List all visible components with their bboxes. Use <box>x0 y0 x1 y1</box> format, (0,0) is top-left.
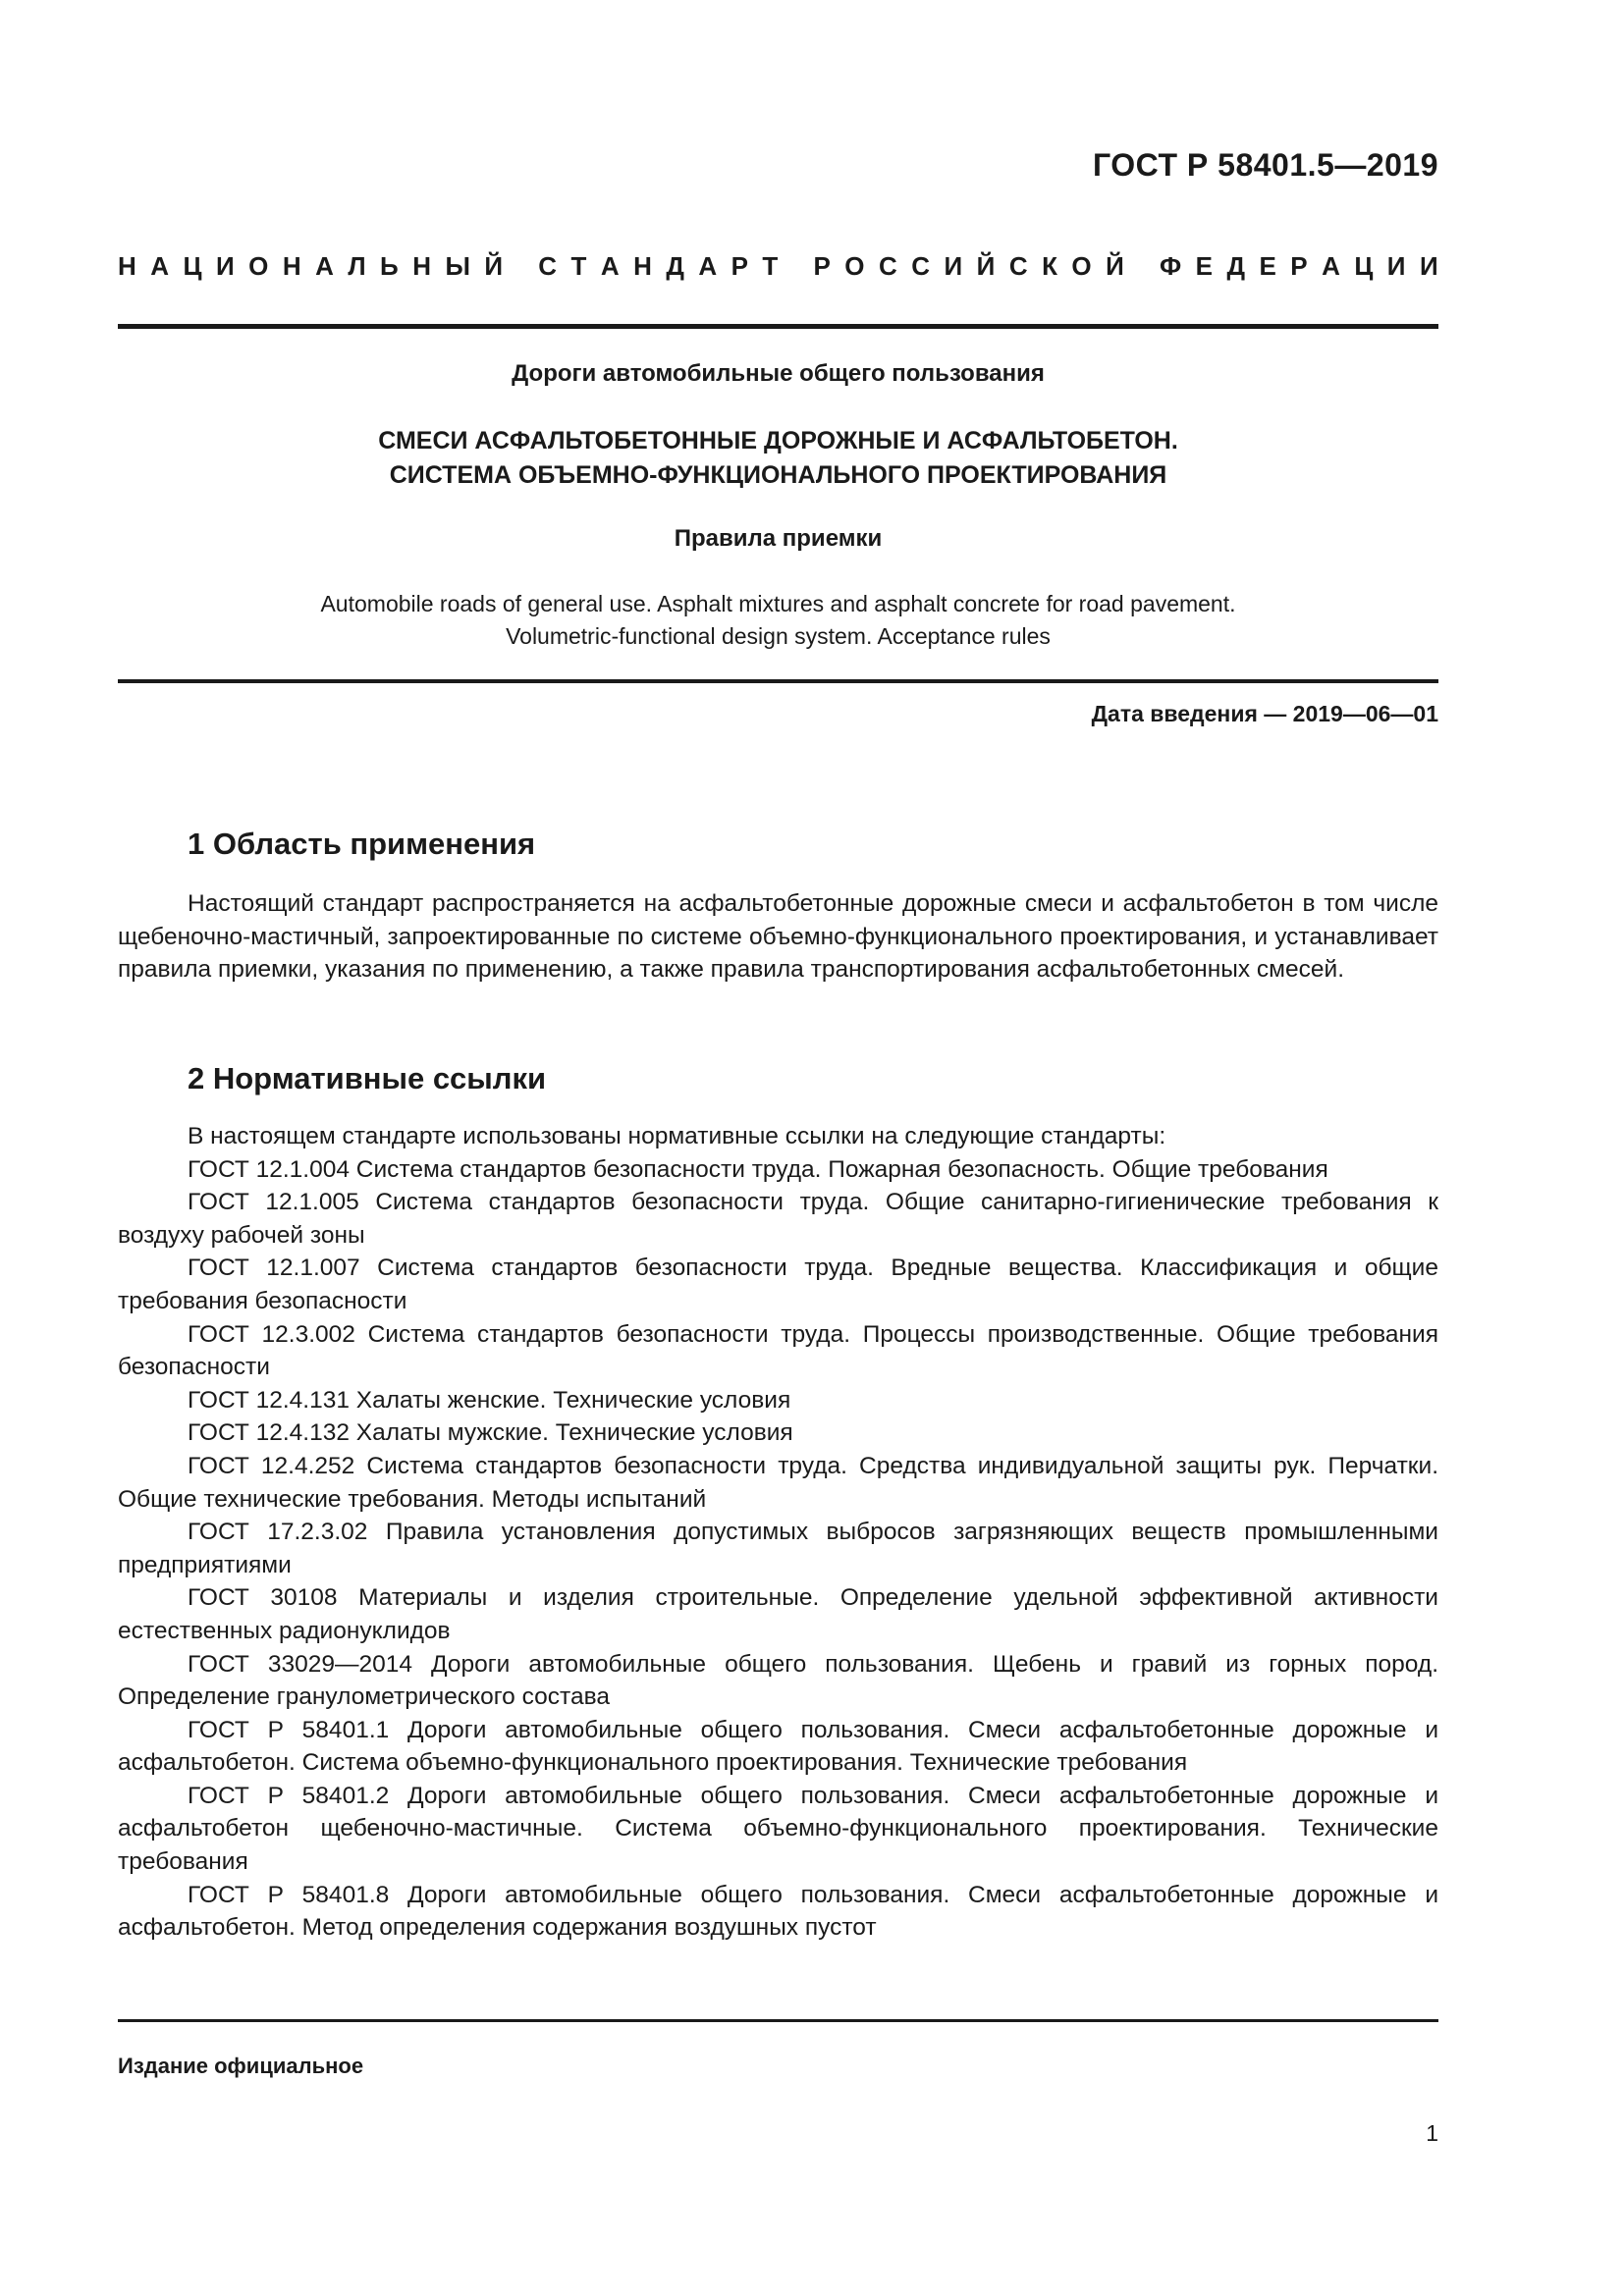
page-number: 1 <box>1426 2120 1438 2146</box>
header-letter: Ь <box>380 251 399 281</box>
header-letter: Н <box>412 251 431 281</box>
header-letter: Р <box>813 251 831 281</box>
header-letter: А <box>150 251 170 281</box>
reference-item: ГОСТ 17.2.3.02 Правила установления допустимых выбросов загрязняющих веществ промышленными предприятиями <box>118 1519 1438 1578</box>
reference-item: ГОСТ Р 58401.8 Дороги автомобильные общего пользования. Смеси асфальтобетонные дорожные и асфальтобетон. Метод определения содержания воздушных пустот <box>118 1881 1438 1942</box>
section-1-heading: 1 Область применения <box>188 827 536 861</box>
reference-item: ГОСТ 12.4.132 Халаты мужские. Технические условия <box>188 1419 793 1447</box>
reference-item: ГОСТ 12.1.005 Система стандартов безопасности труда. Общие санитарно-гигиенические требования к воздуху рабочей зоны <box>118 1189 1438 1249</box>
header-letter: А <box>600 251 620 281</box>
header-letter: И <box>1419 251 1438 281</box>
header-letter: И <box>215 251 235 281</box>
header-letter: И <box>944 251 963 281</box>
header-letter: Т <box>762 251 779 281</box>
reference-item: ГОСТ 12.1.007 Система стандартов безопасности труда. Вредные вещества. Классификация и общие требования безопасности <box>118 1255 1438 1314</box>
header-letter: А <box>315 251 334 281</box>
document-number: ГОСТ Р 58401.5—2019 <box>1093 147 1438 183</box>
header-letter <box>1138 251 1145 282</box>
reference-item: ГОСТ 30108 Материалы и изделия строительные. Определение удельной эффективной активности естественных радионуклидов <box>118 1584 1438 1644</box>
header-letter: Е <box>1195 251 1213 281</box>
header-letter: О <box>844 251 865 281</box>
header-letter: С <box>538 251 558 281</box>
header-letter <box>792 251 799 282</box>
national-standard-header <box>118 251 1438 282</box>
introduction-date: Дата введения — 2019—06—01 <box>1091 701 1438 726</box>
header-letter: Д <box>666 251 684 281</box>
subject-area: Дороги автомобильные общего пользования <box>512 360 1045 387</box>
header-letter: Р <box>731 251 748 281</box>
header-letter: Ы <box>445 251 470 281</box>
title-rule <box>118 679 1438 683</box>
references-intro: В настоящем стандарте использованы нормативные ссылки на следующие стандарты: <box>188 1123 1166 1149</box>
english-title-line-2: Volumetric-functional design system. Acceptance rules <box>506 623 1051 649</box>
header-letter: А <box>1322 251 1340 281</box>
reference-item: ГОСТ 12.4.131 Халаты женские. Технические условия <box>188 1386 791 1414</box>
header-letter: С <box>1008 251 1028 281</box>
document-page <box>118 0 1438 2296</box>
header-letter: Й <box>1106 251 1124 281</box>
section-2-heading: 2 Нормативные ссылки <box>188 1061 547 1095</box>
header-letter: Й <box>484 251 504 281</box>
header-letter: Ц <box>183 251 202 281</box>
section-1-body <box>118 887 1438 987</box>
header-letter: И <box>1386 251 1406 281</box>
header-rule <box>118 324 1438 329</box>
document-subtitle: Правила приемки <box>674 525 883 552</box>
header-letter: Т <box>570 251 587 281</box>
header-letter: А <box>698 251 718 281</box>
header-letter: Е <box>1259 251 1276 281</box>
footer-rule <box>118 2019 1438 2022</box>
header-letter <box>517 251 524 282</box>
header-letter: Н <box>633 251 652 281</box>
header-letter: С <box>879 251 897 281</box>
reference-item: ГОСТ 33029—2014 Дороги автомобильные общего пользования. Щебень и гравий из горных пород. Определение гранулометрического состава <box>118 1650 1438 1711</box>
header-letter: К <box>1042 251 1057 281</box>
reference-item: ГОСТ Р 58401.2 Дороги автомобильные общего пользования. Смеси асфальтобетонные дорожные и асфальтобетон щебеночно-мастичные. Система объемно-функционального проектирования. Технические требования <box>118 1782 1438 1876</box>
header-letter: Ф <box>1159 251 1182 281</box>
header-letter: Й <box>976 251 996 281</box>
official-edition-label: Издание официальное <box>118 2054 364 2078</box>
section-2-body <box>118 1120 1438 1945</box>
header-letter: Ц <box>1354 251 1374 281</box>
reference-item: ГОСТ Р 58401.1 Дороги автомобильные общего пользования. Смеси асфальтобетонные дорожные и асфальтобетон. Система объемно-функционального проектирования. Технические требования <box>118 1716 1438 1777</box>
header-letter: Р <box>1290 251 1308 281</box>
document-title <box>118 424 1438 493</box>
header-letter: Н <box>118 251 136 281</box>
english-title-line-1: Automobile roads of general use. Asphalt mixtures and asphalt concrete for road pavement. <box>320 591 1236 616</box>
title-line-1: СМЕСИ АСФАЛЬТОБЕТОННЫЕ ДОРОЖНЫЕ И АСФАЛЬТОБЕТОН. <box>378 427 1178 454</box>
header-letter: О <box>1071 251 1092 281</box>
scope-paragraph: Настоящий стандарт распространяется на асфальтобетонные дорожные смеси и асфальтобетон в том числе щебеночно-мастичный, запроектированные по системе объемно-функционального проектирования, и устанавливает правила приемки, указания по применению, а также правила транспортирования асфальтобетонных смесей. <box>118 890 1438 984</box>
header-letter: Л <box>348 251 366 281</box>
reference-item: ГОСТ 12.4.252 Система стандартов безопасности труда. Средства индивидуальной защиты рук. Перчатки. Общие технические требования. Методы испытаний <box>118 1452 1438 1513</box>
english-title <box>118 588 1438 653</box>
header-letter: О <box>248 251 269 281</box>
header-letter: Д <box>1226 251 1245 281</box>
reference-item: ГОСТ 12.1.004 Система стандартов безопасности труда. Пожарная безопасность. Общие требования <box>188 1155 1328 1183</box>
reference-item: ГОСТ 12.3.002 Система стандартов безопасности труда. Процессы производственные. Общие требования безопасности <box>118 1320 1438 1381</box>
header-letter: С <box>911 251 931 281</box>
title-line-2: СИСТЕМА ОБЪЕМНО-ФУНКЦИОНАЛЬНОГО ПРОЕКТИРОВАНИЯ <box>389 461 1167 489</box>
header-letter: Н <box>282 251 301 281</box>
